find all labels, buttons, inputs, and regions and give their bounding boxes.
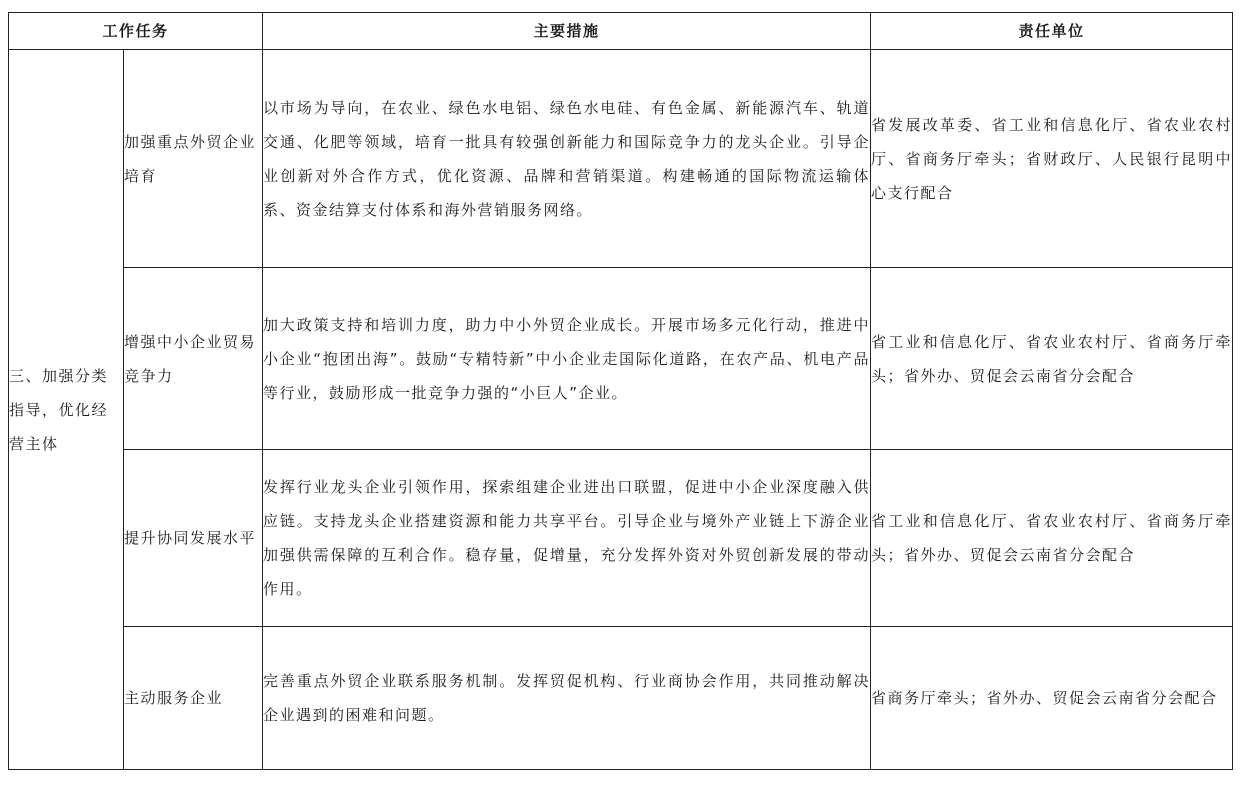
task-cell: 提升协同发展水平 [124,450,263,627]
table-row [9,627,1233,770]
header-units: 责任单位 [871,13,1233,50]
task-cell: 加强重点外贸企业培育 [124,50,263,268]
measure-cell: 完善重点外贸企业联系服务机制。发挥贸促机构、行业商协会作用，共同推动解决企业遇到的困难和问题。 [263,627,871,770]
header-measures: 主要措施 [263,13,871,50]
task-cell: 增强中小企业贸易竞争力 [124,268,263,450]
header-row [9,13,1233,50]
table-row [9,268,1233,450]
group-label: 三、加强分类指导，优化经营主体 [9,50,124,770]
table-row [9,50,1233,268]
unit-cell: 省发展改革委、省工业和信息化厅、省农业农村厅、省商务厅牵头；省财政厅、人民银行昆明中心支行配合 [871,50,1233,268]
measure-cell: 加大政策支持和培训力度，助力中小外贸企业成长。开展市场多元化行动，推进中小企业“抱团出海”。鼓励“专精特新”中小企业走国际化道路，在农产品、机电产品等行业，鼓励形成一批竞争力强的“小巨人”企业。 [263,268,871,450]
unit-cell: 省商务厅牵头；省外办、贸促会云南省分会配合 [871,627,1233,770]
task-table [8,12,1233,770]
header-task: 工作任务 [9,13,263,50]
measure-cell: 以市场为导向，在农业、绿色水电铝、绿色水电硅、有色金属、新能源汽车、轨道交通、化肥等领域，培育一批具有较强创新能力和国际竞争力的龙头企业。引导企业创新对外合作方式，优化资源、品牌和营销渠道。构建畅通的国际物流运输体系、资金结算支付体系和海外营销服务网络。 [263,50,871,268]
measure-cell: 发挥行业龙头企业引领作用，探索组建企业进出口联盟，促进中小企业深度融入供应链。支持龙头企业搭建资源和能力共享平台。引导企业与境外产业链上下游企业加强供需保障的互利合作。稳存量，促增量，充分发挥外资对外贸创新发展的带动作用。 [263,450,871,627]
task-cell: 主动服务企业 [124,627,263,770]
unit-cell: 省工业和信息化厅、省农业农村厅、省商务厅牵头；省外办、贸促会云南省分会配合 [871,268,1233,450]
table-row [9,450,1233,627]
unit-cell: 省工业和信息化厅、省农业农村厅、省商务厅牵头；省外办、贸促会云南省分会配合 [871,450,1233,627]
